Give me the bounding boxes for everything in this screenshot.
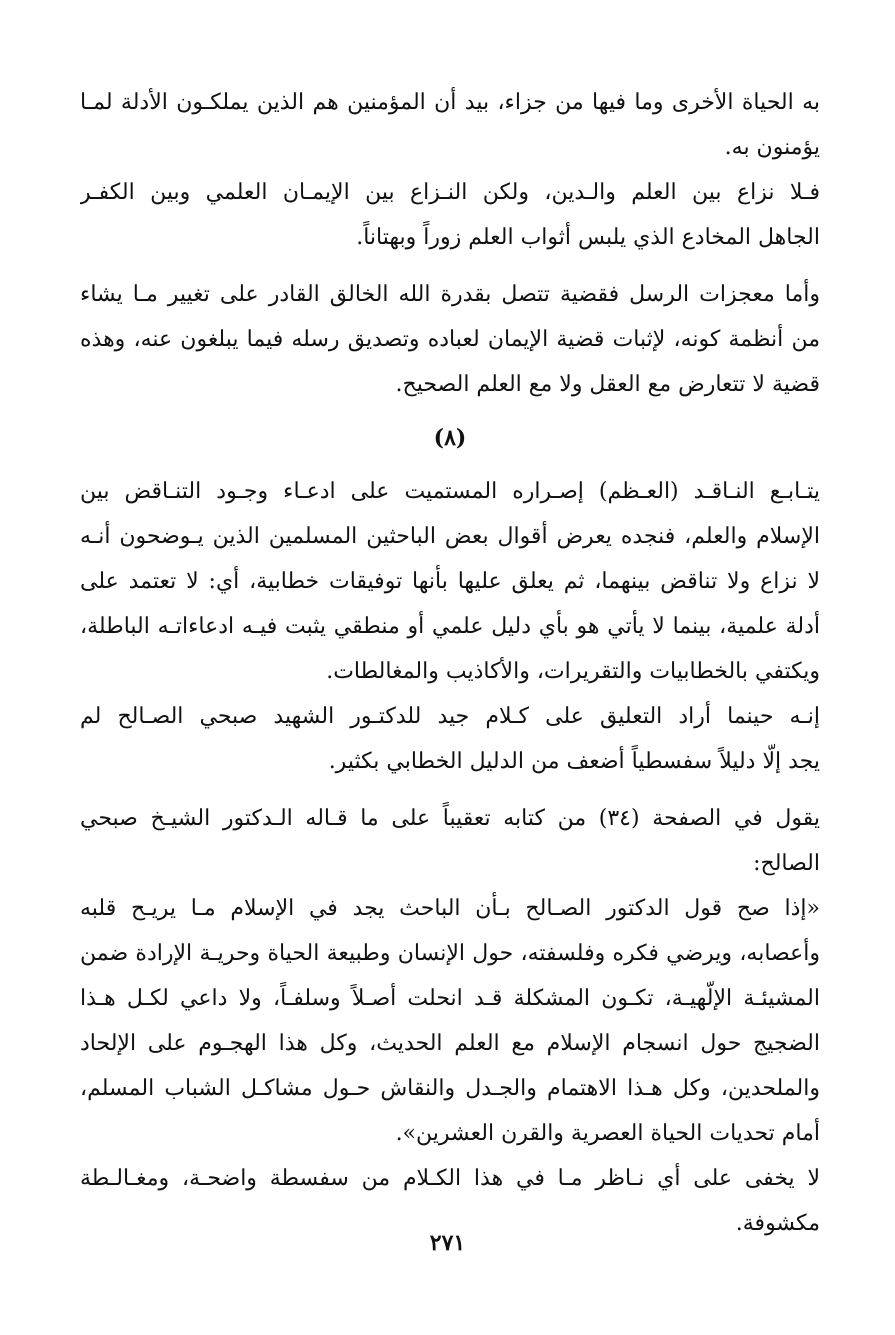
text-line: يؤمنون به. xyxy=(724,135,820,160)
text-line: إنـه حينما أراد التعليق على كـلام جيد للدكتـور الشهيد صبحي الصـالح لم xyxy=(80,704,820,729)
text-line: الجاهل المخادع الذي يلبس أثواب العلم زوراً وبهتاناً. xyxy=(356,225,820,250)
text-line: من أنظمة كونه، لإثبات قضية الإيمان لعباده وتصديق رسله فيما يبلغون عنه، وهذه xyxy=(80,327,820,352)
text-line: يتـابـع النـاقـد (العـظم) إصـراره المستميت على ادعـاء وجـود التنـاقض بين xyxy=(80,479,820,504)
text-line: فـلا نزاع بين العلم والـدين، ولكن النـزاع بين الإيمـان العلمي وبين الكفـر xyxy=(80,180,820,205)
paragraph-gap xyxy=(80,784,820,796)
text-line: الضجيج حول انسجام الإسلام مع العلم الحديث، وكل هذا الهجـوم على الإلحاد xyxy=(80,1031,820,1056)
text-line: أمام تحديات الحياة العصرية والقرن العشرين». xyxy=(395,1121,820,1146)
page-body xyxy=(80,80,820,1246)
text-line: ويكتفي بالخطابيات والتقريرات، والأكاذيب والمغالطات. xyxy=(326,659,820,684)
text-line: به الحياة الأخرى وما فيها من جزاء، بيد أن المؤمنين هم الذين يملكـون الأدلة لمـا xyxy=(80,90,820,115)
text-line: لا يخفى على أي نـاظر مـا في هذا الكـلام من سفسطة واضحـة، ومغـالـطة xyxy=(80,1166,820,1191)
text-line: لا نزاع ولا تناقض بينهما، ثم يعلق عليها بأنها توفيقات خطابية، أي: لا تعتمد على xyxy=(80,569,820,594)
text-line: وأما معجزات الرسل فقضية تتصل بقدرة الله الخالق القادر على تغيير مـا يشاء xyxy=(80,282,820,307)
section-heading: (٨) xyxy=(433,425,467,451)
text-line: الصالح: xyxy=(753,851,820,876)
text-line: مكشوفة. xyxy=(735,1211,820,1236)
paragraph-gap xyxy=(80,260,820,272)
text-line: وأعصابه، ويرضي فكره وفلسفته، حول الإنسان وطبيعة الحياة وحريـة الإرادة ضمن xyxy=(80,941,820,966)
page-number: ٢٧١ xyxy=(429,1230,466,1256)
text-line: «إذا صح قول الدكتور الصـالح بـأن الباحث يجد في الإسلام مـا يريـح قلبه xyxy=(80,896,820,921)
text-line: قضية لا تتعارض مع العقل ولا مع العلم الصحيح. xyxy=(395,372,820,397)
text-line: أدلة علمية، بينما لا يأتي هو بأي دليل علمي أو منطقي يثبت فيـه ادعاءاتـه الباطلة، xyxy=(80,614,820,639)
text-line: يجد إلّا دليلاً سفسطياً أضعف من الدليل الخطابي بكثير. xyxy=(328,749,820,774)
text-line: والملحدين، وكل هـذا الاهتمام والجـدل والنقاش حـول مشاكـل الشباب المسلم، xyxy=(80,1076,820,1101)
text-line: المشيئـة الإلّهيـة، تكـون المشكلة قـد انحلت أصـلاً وسلفـاً، ولا داعي لكـل هـذا xyxy=(80,986,820,1011)
text-line: الإسلام والعلم، فنجده يعرض أقوال بعض الباحثين المسلمين الذين يـوضحون أنـه xyxy=(80,524,820,549)
text-line: يقول في الصفحة (٣٤) من كتابه تعقيباً على ما قـاله الـدكتور الشيـخ صبحي xyxy=(80,806,820,831)
